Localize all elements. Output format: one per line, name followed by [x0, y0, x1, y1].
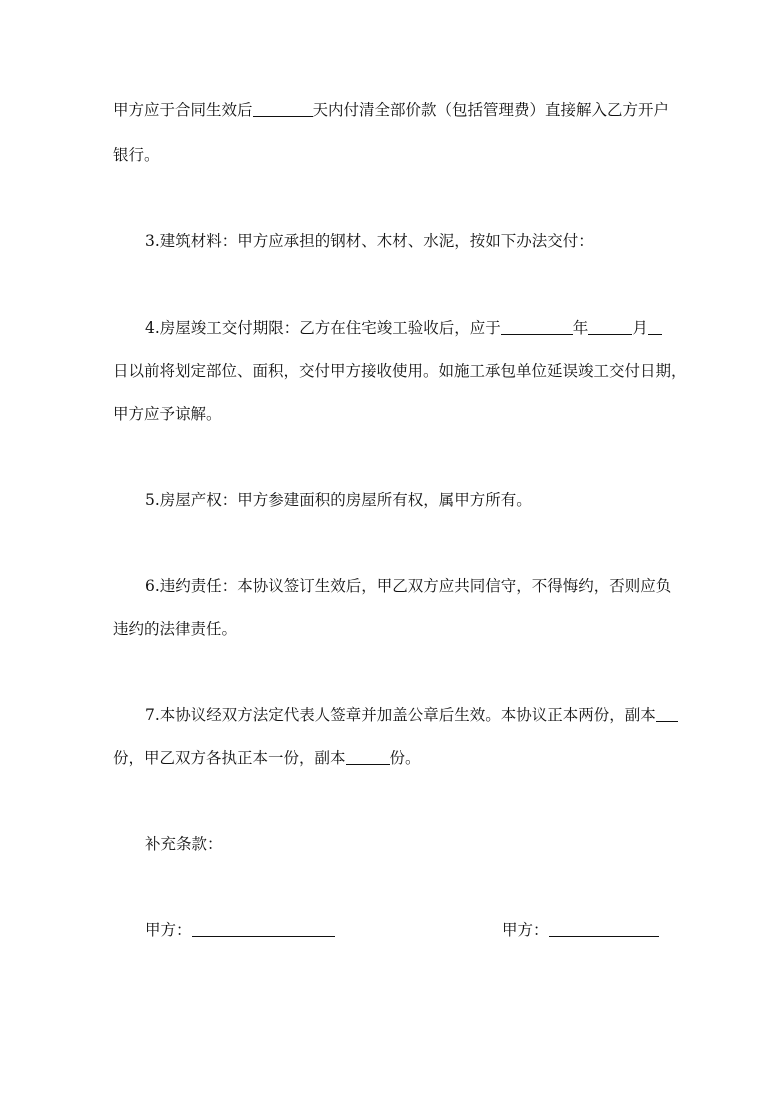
clause-7-end: 份。: [389, 749, 421, 767]
signature-left-blank[interactable]: [192, 920, 335, 937]
clause-4-line-2: 日以前将划定部位、面积，交付甲方接收使用。如施工承包单位延误竣工交付日期，: [113, 362, 687, 380]
clause-4-line-1: [145, 318, 661, 338]
clause-5-ownership: 5.房屋产权：甲方参建面积的房屋所有权，属甲方所有。: [145, 491, 532, 509]
supplement-heading: 补充条款：: [145, 835, 223, 853]
clause-3-materials: 3.建筑材料：甲方应承担的钢材、木材、水泥，按如下办法交付：: [145, 232, 594, 250]
clause-7-text: 7.本协议经双方法定代表人签章并加盖公章后生效。本协议正本两份，副本: [145, 706, 656, 724]
signature-left-label: 甲方：: [145, 921, 192, 939]
copies-blank[interactable]: [656, 705, 678, 722]
month-label: 月: [632, 319, 648, 337]
clause-7-text-2: 份，甲乙双方各执正本一份，副本: [113, 749, 346, 767]
clause-4-text: 4.房屋竣工交付期限：乙方在住宅竣工验收后，应于: [145, 319, 501, 337]
year-blank[interactable]: [501, 318, 573, 335]
clause-7-line-1: [145, 705, 661, 725]
signature-right: [502, 920, 659, 940]
paragraph-payment-line-2: 银行。: [113, 146, 160, 164]
payment-text-end: 天内付清全部价款（包括管理费）直接解入乙方开户: [312, 101, 670, 119]
signature-right-blank[interactable]: [549, 920, 659, 937]
copy-count-blank[interactable]: [346, 748, 390, 765]
month-blank[interactable]: [588, 318, 632, 335]
signature-left: [145, 920, 335, 940]
signature-right-label: 甲方：: [502, 921, 549, 939]
day-blank[interactable]: [648, 318, 662, 335]
clause-6-line-1: 6.违约责任：本协议签订生效后，甲乙双方应共同信守，不得悔约，否则应负: [145, 577, 672, 595]
clause-7-line-2: [113, 748, 661, 768]
paragraph-payment-line-1: [113, 100, 670, 120]
clause-6-line-2: 违约的法律责任。: [113, 620, 238, 638]
payment-text-start: 甲方应于合同生效后: [113, 101, 253, 119]
days-blank[interactable]: [253, 100, 313, 117]
clause-4-line-3: 甲方应予谅解。: [113, 405, 222, 423]
year-label: 年: [572, 319, 589, 337]
